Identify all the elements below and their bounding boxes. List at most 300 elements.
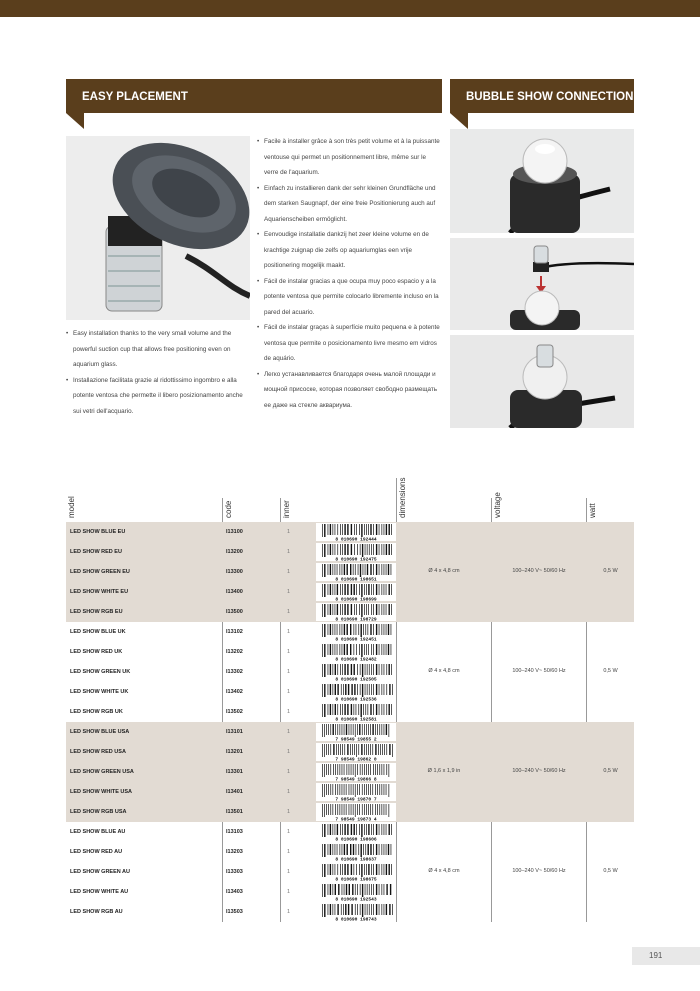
barcode-bar: [326, 784, 327, 795]
barcode-bar: [356, 584, 357, 595]
barcode-bar: [355, 764, 356, 777]
barcode-bar: [335, 784, 336, 795]
barcode-bar: [366, 604, 367, 615]
barcode-number: 8 010690 192536: [335, 697, 377, 701]
barcode-bar: [382, 604, 383, 615]
barcode-bar: [324, 664, 325, 677]
barcode-bar: [344, 744, 345, 755]
barcode-bar: [322, 704, 323, 717]
barcode-bar: [330, 604, 331, 615]
barcode-bar: [370, 784, 371, 795]
barcode-number: 8 010690 192543: [335, 897, 377, 901]
barcode-bar: [360, 684, 361, 695]
barcode-bar: [324, 604, 325, 617]
barcode-bar: [328, 904, 329, 915]
row-model: LED SHOW RGB AU: [70, 909, 123, 915]
barcode-bar: [371, 884, 372, 895]
barcode-bar: [358, 704, 359, 715]
barcode-bar: [333, 644, 334, 655]
barcode-bar: [324, 844, 325, 857]
barcode-bar: [354, 644, 355, 655]
barcode-bar: [357, 784, 358, 795]
barcode-bar: [373, 824, 374, 835]
barcode-bar: [333, 904, 334, 915]
barcode-bar: [386, 544, 387, 555]
barcode-bar: [322, 884, 323, 897]
barcode-bar: [344, 804, 345, 815]
barcode-bar: [335, 544, 336, 555]
barcode-bar: [380, 744, 381, 755]
row-inner: 1: [287, 769, 291, 775]
barcode-bar: [354, 604, 355, 615]
barcode-bar: [371, 604, 372, 615]
row-model: LED SHOW BLUE USA: [70, 729, 130, 735]
barcode-bar: [351, 864, 352, 875]
barcode-bar: [370, 844, 371, 855]
barcode-bar: [366, 524, 367, 535]
barcode-bar: [375, 724, 376, 735]
barcode: [316, 783, 396, 801]
barcode-bar: [358, 744, 359, 755]
barcode-bar: [389, 724, 390, 737]
barcode-bar: [384, 824, 385, 835]
barcode: [316, 583, 396, 601]
barcode-bar: [365, 704, 366, 715]
barcode-bar: [370, 564, 371, 575]
barcode: [316, 523, 396, 541]
barcode-bar: [342, 524, 343, 535]
barcode-bar: [376, 864, 377, 875]
barcode-bar: [386, 664, 387, 675]
barcode-bar: [389, 584, 390, 595]
row-inner: 1: [287, 649, 291, 655]
barcode-bar: [376, 684, 377, 695]
barcode-bar: [379, 904, 380, 915]
barcode-bar: [344, 624, 345, 635]
row-code: I13200: [226, 549, 243, 555]
barcode-bar: [362, 684, 363, 697]
barcode-bar: [337, 724, 338, 735]
barcode-bar: [384, 624, 385, 635]
barcode-bar: [355, 564, 356, 575]
barcode-bar: [337, 684, 338, 695]
barcode-bar: [355, 884, 356, 895]
barcode-bar: [364, 824, 365, 835]
barcode-bar: [330, 704, 331, 715]
row-code: I13403: [226, 889, 243, 895]
barcode-bar: [384, 664, 385, 675]
barcode-bar: [340, 864, 341, 875]
row-code: I13202: [226, 649, 243, 655]
barcode-bar: [376, 564, 377, 575]
barcode-bar: [376, 544, 377, 555]
barcode-bar: [360, 904, 361, 915]
barcode-bar: [351, 664, 352, 675]
barcode-bar: [357, 904, 358, 915]
row-model: LED SHOW WHITE EU: [70, 589, 129, 595]
barcode-bar: [326, 804, 327, 815]
barcode-bar: [344, 604, 345, 615]
barcode-bar: [347, 744, 348, 755]
barcode-bar: [335, 884, 336, 895]
row-inner: 1: [287, 569, 291, 575]
barcode-bar: [386, 884, 387, 895]
barcode-bar: [328, 604, 329, 615]
barcode-bar: [361, 704, 362, 717]
barcode-bar: [373, 624, 374, 635]
barcode-bar: [328, 844, 329, 855]
barcode-bar: [344, 584, 345, 595]
bullet-nl: • Eenvoudige installatie dankzij het zeer kleine volume en de krachtige zuignap die zelfs op aquariumglas een vrije positionering mogelijk maakt.: [257, 227, 442, 274]
group-voltage: 100–240 V~ 50/60 Hz: [512, 668, 566, 674]
barcode-bar: [358, 844, 359, 855]
barcode-bar: [359, 524, 360, 535]
barcode-bar: [382, 624, 383, 635]
barcode-bar: [362, 784, 363, 795]
barcode-bar: [324, 744, 325, 757]
barcode-bar: [365, 664, 366, 675]
row-model: LED SHOW BLUE UK: [70, 629, 126, 635]
barcode-number: 7 98549 19873 4: [335, 817, 377, 821]
barcode-bar: [370, 744, 371, 755]
barcode-bar: [362, 664, 363, 677]
barcode-bar: [386, 704, 387, 715]
barcode: [316, 843, 396, 861]
barcode-bar: [384, 844, 385, 855]
barcode: [316, 543, 396, 561]
barcode-bar: [373, 904, 374, 915]
barcode-bar: [328, 664, 329, 675]
barcode-bar: [373, 564, 374, 575]
barcode-bar: [368, 864, 369, 875]
barcode-bar: [328, 684, 329, 695]
barcode-bar: [367, 664, 368, 675]
barcode-bar: [361, 744, 362, 755]
barcode-bar: [356, 644, 357, 655]
barcode-bar: [366, 764, 367, 775]
barcode-bar: [356, 864, 357, 875]
barcode: [316, 823, 396, 841]
bubble-photo-2: [450, 238, 634, 330]
barcode-bar: [375, 784, 376, 795]
table-row: [66, 602, 634, 622]
barcode-bar: [386, 744, 387, 755]
col-header-inner: inner: [282, 500, 291, 518]
barcode-bar: [375, 744, 376, 755]
barcode-bar: [369, 664, 370, 675]
barcode-number: 8 010690 198699: [335, 597, 377, 601]
barcode-bar: [361, 844, 362, 857]
group-dimensions: Ø 4 x 4,8 cm: [428, 568, 460, 574]
barcode-bar: [379, 804, 380, 815]
barcode-bar: [355, 904, 356, 915]
barcode-bar: [373, 864, 374, 875]
barcode-bar: [344, 704, 345, 715]
barcode-bar: [340, 544, 341, 555]
barcode-bar: [330, 884, 331, 895]
bubble-photo-1: [450, 129, 634, 233]
barcode-number: 8 010690 192581: [335, 717, 377, 721]
barcode-bar: [379, 544, 380, 555]
barcode-bar: [351, 784, 352, 795]
row-inner: 1: [287, 709, 291, 715]
barcode-bar: [351, 524, 352, 535]
barcode-bar: [333, 524, 334, 535]
row-model: LED SHOW RGB USA: [70, 809, 127, 815]
barcode-bar: [382, 684, 383, 695]
barcode-bar: [375, 764, 376, 775]
barcode-bar: [350, 564, 351, 575]
group-voltage: 100–240 V~ 50/60 Hz: [512, 768, 566, 774]
barcode-bar: [388, 644, 389, 655]
barcode-bar: [357, 684, 358, 695]
bubble-show-header-tail: [450, 113, 468, 129]
barcode-bar: [362, 804, 363, 815]
barcode-bar: [384, 744, 385, 755]
barcode-bar: [337, 584, 338, 595]
barcode-bar: [351, 724, 352, 735]
barcode-number: 8 010690 198637: [335, 857, 377, 861]
row-inner: 1: [287, 689, 291, 695]
barcode-bar: [337, 704, 338, 715]
barcode-bar: [347, 564, 348, 575]
barcode-bar: [340, 724, 341, 735]
barcode-bar: [355, 804, 356, 817]
barcode-bar: [330, 524, 331, 535]
barcode-bar: [322, 644, 323, 657]
barcode-bar: [368, 644, 369, 655]
barcode: [316, 563, 396, 581]
barcode-bar: [382, 744, 383, 755]
row-inner: 1: [287, 749, 291, 755]
barcode-bar: [344, 544, 345, 555]
barcode-bar: [392, 904, 393, 915]
barcode-bar: [345, 684, 346, 695]
barcode-bar: [330, 724, 331, 735]
barcode-bar: [324, 764, 325, 777]
barcode-bar: [369, 684, 370, 695]
barcode-bar: [361, 644, 362, 657]
bubble-show-header: [450, 79, 634, 113]
barcode-bar: [379, 644, 380, 655]
barcode-number: 8 010690 198651: [335, 577, 377, 581]
barcode: [316, 663, 396, 681]
barcode-bar: [342, 564, 343, 575]
barcode-bar: [373, 604, 374, 615]
barcode-bar: [340, 744, 341, 755]
barcode-bar: [379, 664, 380, 675]
barcode-bar: [350, 844, 351, 855]
barcode-number: 8 010690 192505: [335, 677, 377, 681]
row-model: LED SHOW RED USA: [70, 749, 126, 755]
barcode-bar: [379, 884, 380, 895]
barcode-bar: [389, 544, 390, 555]
row-inner: 1: [287, 629, 291, 635]
barcode-bar: [333, 824, 334, 835]
barcode-bar: [340, 664, 341, 675]
barcode-bar: [366, 784, 367, 795]
barcode-bar: [391, 824, 392, 835]
barcode-bar: [322, 804, 323, 817]
barcode-bar: [391, 664, 392, 675]
row-code: I13402: [226, 689, 243, 695]
barcode-bar: [333, 684, 334, 695]
easy-placement-header: [66, 79, 442, 113]
barcode-bar: [330, 744, 331, 755]
barcode-bar: [382, 884, 383, 895]
barcode-bar: [371, 904, 372, 915]
barcode-bar: [389, 664, 390, 675]
barcode-bar: [340, 644, 341, 655]
barcode-bar: [351, 904, 352, 915]
barcode-bar: [357, 884, 358, 895]
barcode-bar: [355, 724, 356, 737]
barcode-bar: [389, 604, 390, 615]
row-code: I13400: [226, 589, 243, 595]
barcode-bar: [324, 644, 325, 657]
barcode-bar: [363, 624, 364, 635]
barcode-bar: [371, 644, 372, 655]
row-code: I13303: [226, 869, 243, 875]
barcode-bar: [330, 764, 331, 775]
barcode-bar: [370, 804, 371, 815]
barcode-bar: [322, 724, 323, 737]
barcode-bar: [376, 824, 377, 835]
barcode-bar: [389, 744, 390, 755]
barcode-bar: [340, 524, 341, 535]
barcode-bar: [364, 644, 365, 655]
barcode: [316, 723, 396, 741]
barcode-bar: [365, 544, 366, 555]
barcode-bar: [357, 724, 358, 735]
left-description-list: [66, 326, 246, 419]
barcode-bar: [322, 564, 323, 577]
barcode-bar: [322, 604, 323, 617]
bullet-es: • Fácil de instalar gracias a que ocupa muy poco espacio y a la potente ventosa que permite colocarlo libremente incluso en la pared del acuario.: [257, 274, 442, 321]
barcode-bar: [330, 804, 331, 815]
group-dimensions: Ø 4 x 4,8 cm: [428, 868, 460, 874]
row-inner: 1: [287, 529, 291, 535]
barcode-bar: [370, 724, 371, 735]
table-row: [66, 822, 634, 842]
barcode-bar: [324, 544, 325, 557]
barcode-bar: [337, 664, 338, 675]
row-model: LED SHOW RGB EU: [70, 609, 123, 615]
table-row: [66, 882, 634, 902]
barcode-bar: [359, 604, 360, 615]
barcode-bar: [373, 684, 374, 695]
row-model: LED SHOW GREEN USA: [70, 769, 134, 775]
barcode-bar: [368, 764, 369, 775]
barcode-bar: [337, 564, 338, 575]
barcode-bar: [347, 664, 348, 675]
barcode-bar: [386, 804, 387, 815]
multilingual-description-list: [257, 134, 442, 413]
barcode-bar: [335, 664, 336, 675]
barcode-bar: [349, 884, 350, 895]
barcode-bar: [340, 764, 341, 775]
barcode-bar: [386, 684, 387, 695]
barcode-bar: [351, 804, 352, 815]
col-header-dimensions: dimensions: [398, 477, 407, 518]
barcode-bar: [342, 844, 343, 855]
barcode-bar: [368, 704, 369, 715]
barcode-bar: [364, 744, 365, 755]
barcode-number: 8 010690 192444: [335, 537, 377, 541]
barcode-bar: [328, 644, 329, 655]
row-model: LED SHOW GREEN EU: [70, 569, 130, 575]
barcode-bar: [344, 784, 345, 795]
barcode-bar: [384, 784, 385, 795]
row-model: LED SHOW WHITE UK: [70, 689, 129, 695]
barcode-bar: [366, 724, 367, 735]
barcode-bar: [376, 524, 377, 535]
barcode-bar: [384, 864, 385, 875]
row-code: I13301: [226, 769, 243, 775]
barcode-bar: [347, 704, 348, 715]
barcode-bar: [337, 784, 338, 795]
barcode-bar: [335, 804, 336, 815]
barcode-bar: [373, 704, 374, 715]
barcode-bar: [333, 804, 334, 815]
barcode-bar: [340, 824, 341, 835]
barcode-bar: [359, 584, 360, 595]
row-model: LED SHOW RED UK: [70, 649, 123, 655]
barcode-number: 7 98549 19862 0: [335, 757, 377, 761]
barcode-bar: [322, 904, 323, 917]
barcode-bar: [341, 684, 342, 695]
barcode-bar: [364, 524, 365, 535]
barcode-bar: [354, 824, 355, 835]
barcode-bar: [347, 544, 348, 555]
barcode-bar: [342, 764, 343, 775]
barcode-bar: [328, 584, 329, 595]
barcode-bar: [376, 904, 377, 915]
row-code: I13101: [226, 729, 243, 735]
row-model: LED SHOW BLUE AU: [70, 829, 126, 835]
barcode: [316, 683, 396, 701]
barcode: [316, 743, 396, 761]
barcode-bar: [367, 684, 368, 695]
barcode-bar: [328, 764, 329, 775]
barcode-bar: [337, 864, 338, 875]
barcode-bar: [368, 524, 369, 535]
barcode-bar: [373, 764, 374, 775]
row-code: I13302: [226, 669, 243, 675]
barcode-bar: [333, 844, 334, 855]
barcode-bar: [372, 724, 373, 735]
barcode-bar: [342, 784, 343, 795]
barcode-bar: [349, 764, 350, 775]
barcode-bar: [382, 784, 383, 795]
barcode-bar: [353, 844, 354, 855]
barcode-bar: [342, 724, 343, 735]
barcode-bar: [364, 804, 365, 815]
barcode-bar: [344, 644, 345, 655]
barcode-bar: [337, 544, 338, 555]
barcode-bar: [382, 764, 383, 775]
barcode-bar: [328, 544, 329, 555]
barcode-bar: [382, 844, 383, 855]
row-model: LED SHOW WHITE AU: [70, 889, 129, 895]
barcode-bar: [330, 624, 331, 635]
barcode-bar: [373, 844, 374, 855]
barcode-bar: [352, 744, 353, 755]
barcode-bar: [333, 864, 334, 875]
barcode-number: 8 010690 198675: [335, 877, 377, 881]
barcode-bar: [324, 724, 325, 737]
table-row: [66, 702, 634, 722]
